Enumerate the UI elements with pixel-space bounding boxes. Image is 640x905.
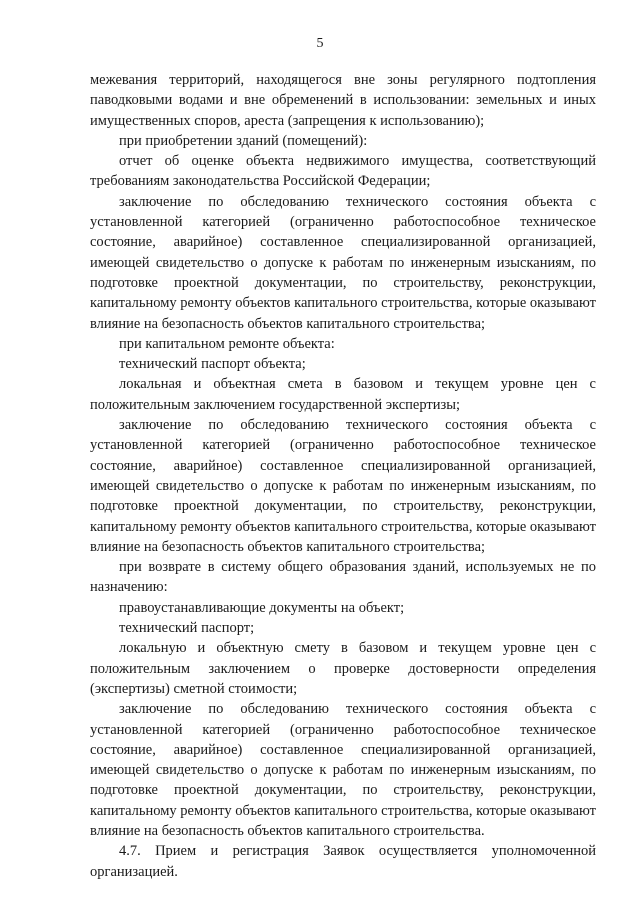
page-number: 5 [316,36,324,51]
paragraph-estimate-cost-verification: локальную и объектную смету в базовом и текущем уровне цен с положительным заключением о проверке достоверности определения (экспертизы) сметной стоимости; [90,640,596,697]
paragraph-section-4-7: 4.7. Прием и регистрация Заявок осуществляется уполномоченной организацией. [90,843,596,880]
paragraph-technical-inspection-return: заключение по обследованию технического состояния объекта с установленной категорией (ограниченно работоспособное техническое состояние, аварийное) составленное специализированной организацией, имеющей свидетельство о допуске к работам по инженерным изысканиям, по подготовке проектной документации, по строительству, реконструкции, капитальному ремонту объектов капитального строительства, которые оказывают влияние на безопасность объектов капитального строительства. [90,701,596,839]
paragraph-building-acquisition-heading: при приобретении зданий (помещений): [119,132,368,149]
paragraph-return-buildings-heading: при возврате в систему общего образования зданий, используемых не по назначению: [90,559,596,596]
paragraph-technical-passport: технический паспорт; [119,620,255,637]
paragraph-estimate-state-expertise: локальная и объектная смета в базовом и текущем уровне цен с положительным заключением государственной экспертизы; [90,376,596,413]
paragraph-valuation-report: отчет об оценке объекта недвижимого имущества, соответствующий требованиям законодательства Российской Федерации; [90,153,596,190]
paragraph-land-survey-continuation: межевания территорий, находящегося вне зоны регулярного подтопления паводковыми водами и вне обременений в использовании: земельных и иных имущественных споров, ареста (запрещения к использованию); [90,72,596,129]
paragraph-technical-inspection-repair: заключение по обследованию технического состояния объекта с установленной категорией (ограниченно работоспособное техническое состояние, аварийное) составленное специализированной организацией, имеющей свидетельство о допуске к работам по инженерным изысканиям, по подготовке проектной документации, по строительству, реконструкции, капитальному ремонту объектов капитального строительства, которые оказывают влияние на безопасность объектов капитального строительства; [90,417,596,555]
paragraph-title-documents: правоустанавливающие документы на объект; [119,599,405,616]
paragraph-technical-inspection-acquisition: заключение по обследованию технического состояния объекта с установленной категорией (ограниченно работоспособное техническое состояние, аварийное) составленное специализированной организацией, имеющей свидетельство о допуске к работам по инженерным изысканиям, по подготовке проектной документации, по строительству, реконструкции, капитальному ремонту объектов капитального строительства, которые оказывают влияние на безопасность объектов капитального строительства; [90,193,596,332]
paragraph-capital-repair-heading: при капитальном ремонте объекта: [119,335,335,352]
paragraph-technical-passport-object: технический паспорт объекта; [119,356,306,373]
document-body [90,70,596,882]
